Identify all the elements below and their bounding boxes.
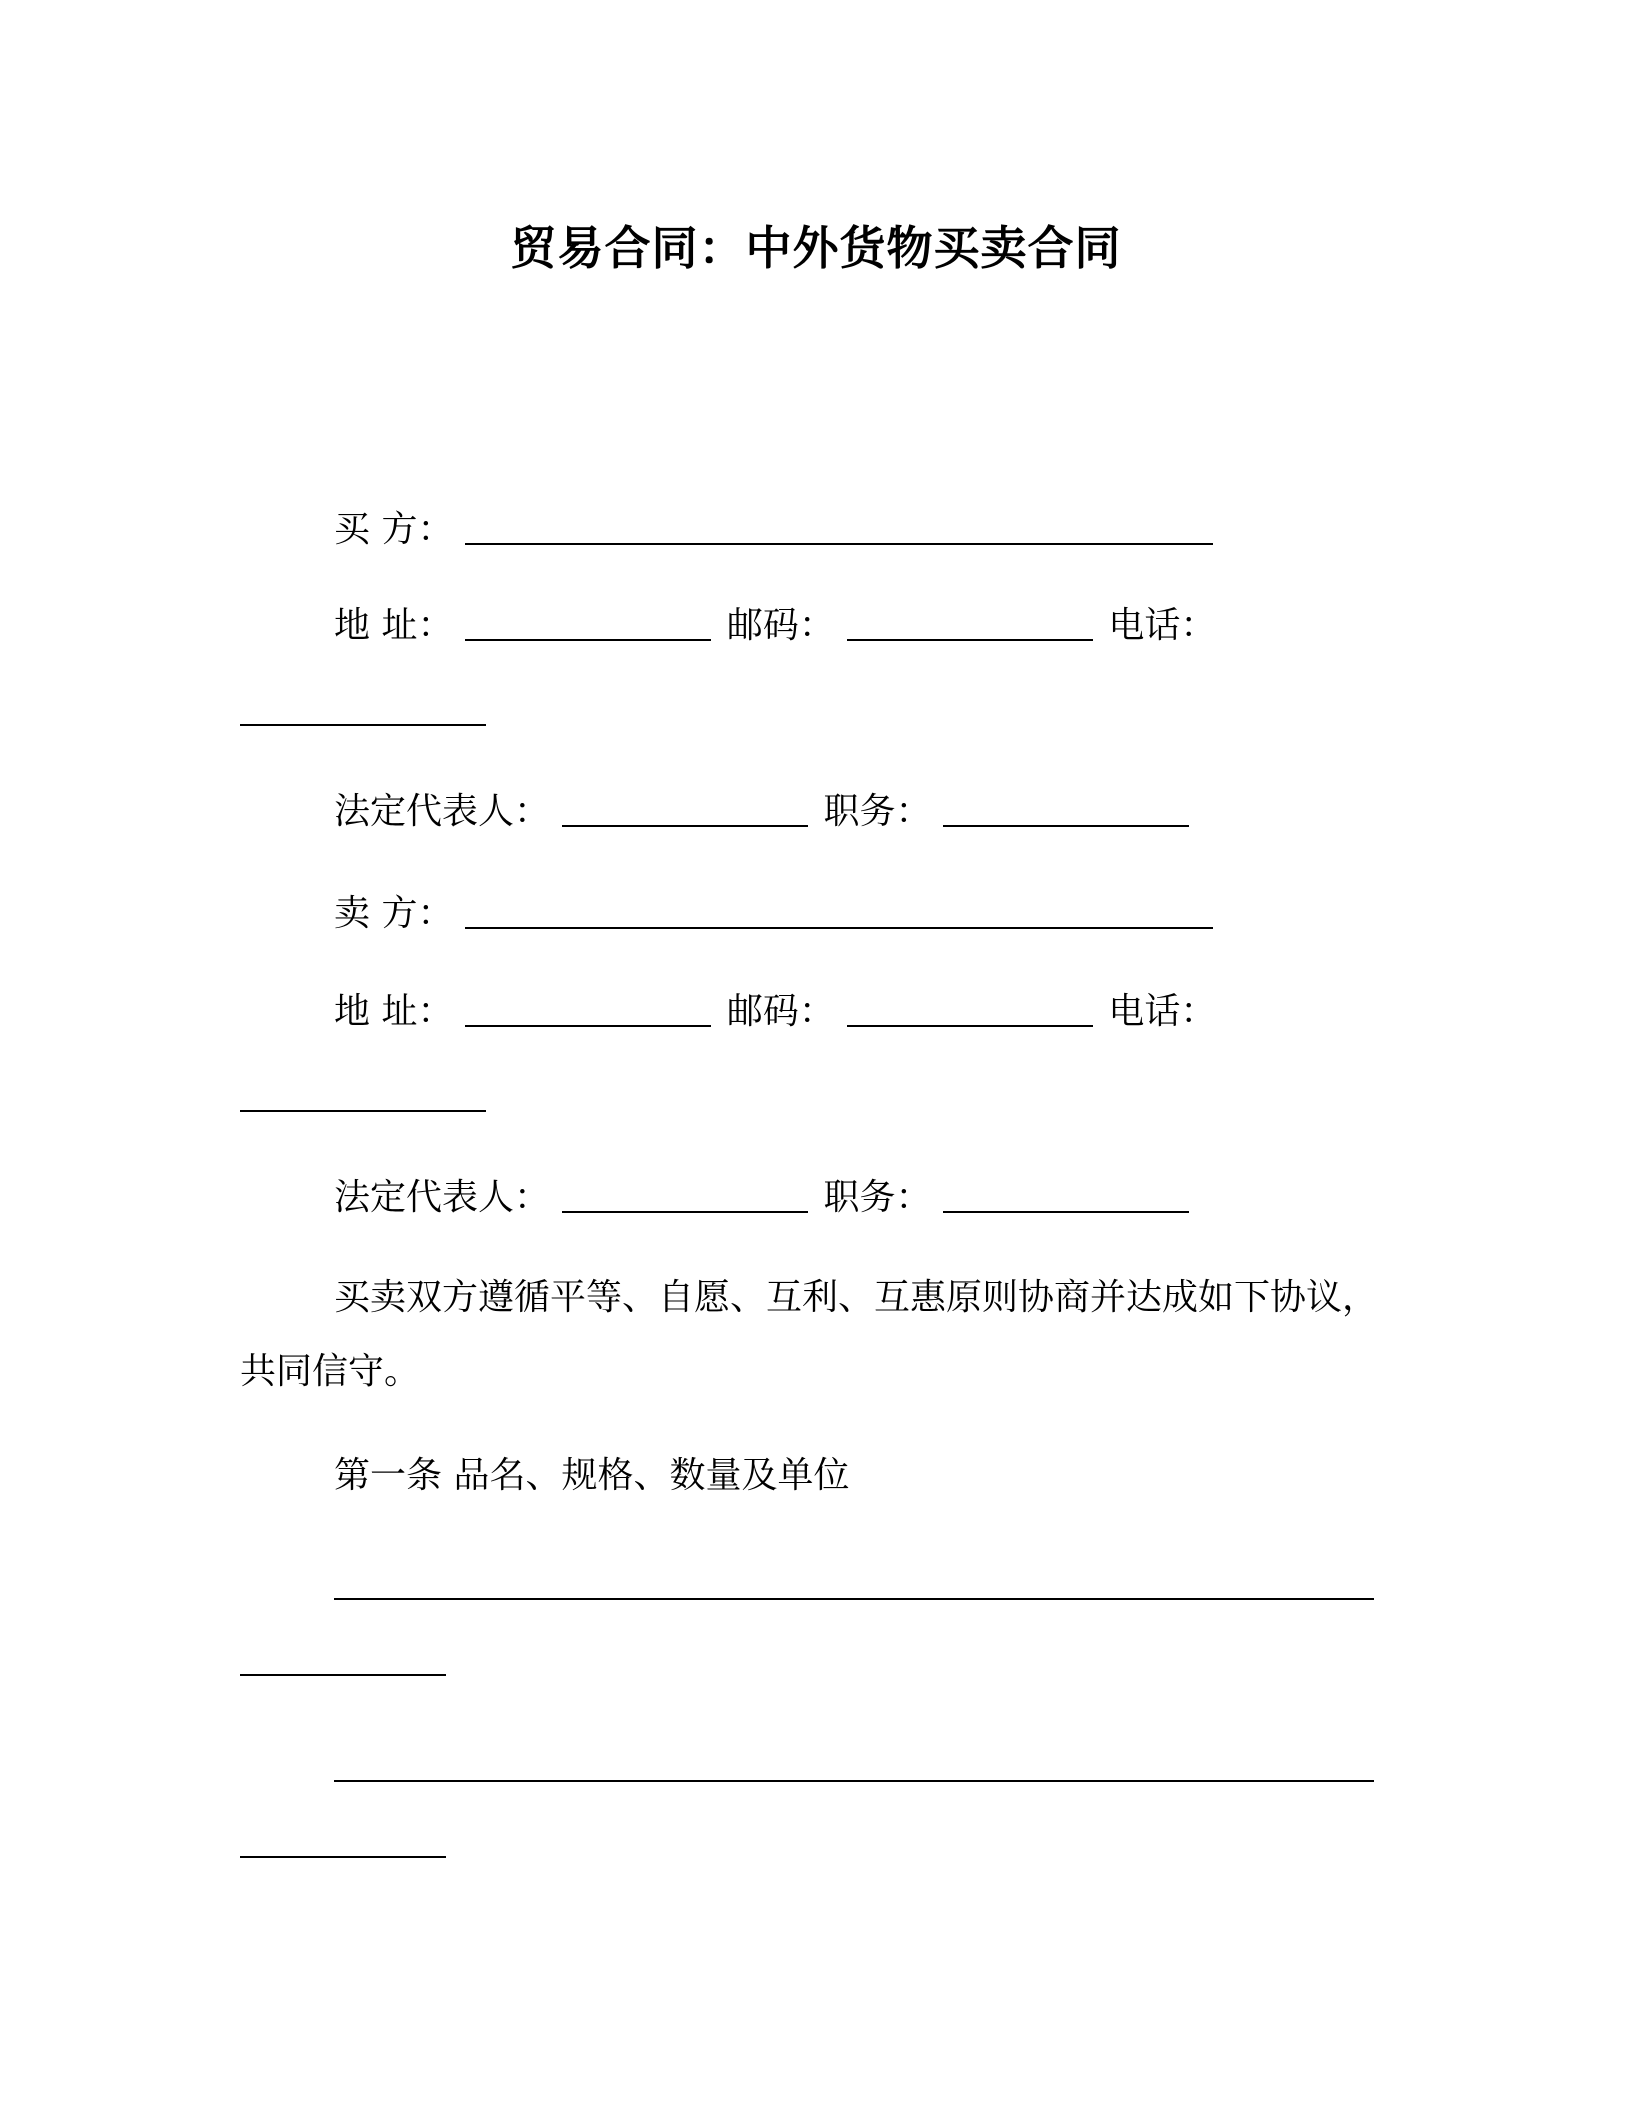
article-1-blank-2b[interactable] (240, 1856, 446, 1858)
buyer-postcode-label: 邮码： (726, 605, 835, 646)
article-1-blank-1a[interactable] (334, 1598, 1374, 1600)
preamble-line-1: 买卖双方遵循平等、自愿、互利、互惠原则协商并达成如下协议， (334, 1277, 1379, 1318)
buyer-label: 买 方： (334, 509, 454, 550)
buyer-postcode-blank[interactable] (847, 637, 1093, 641)
buyer-address-label: 地 址： (334, 605, 454, 646)
seller-position-label: 职务： (823, 1177, 932, 1218)
seller-address-label: 地 址： (334, 991, 454, 1032)
document-title: 贸易合同：中外货物买卖合同 (510, 221, 1122, 275)
buyer-rep-blank[interactable] (562, 823, 808, 827)
seller-rep-label: 法定代表人： (334, 1177, 551, 1218)
seller-phone-blank[interactable] (240, 1110, 486, 1112)
article-1-heading: 第一条 品名、规格、数量及单位 (334, 1455, 850, 1496)
seller-phone-label: 电话： (1108, 991, 1217, 1032)
buyer-address-blank[interactable] (465, 637, 711, 641)
seller-name-blank[interactable] (465, 925, 1213, 929)
buyer-rep-label: 法定代表人： (334, 791, 551, 832)
article-1-blank-1b[interactable] (240, 1674, 446, 1676)
seller-rep-line (334, 1176, 1189, 1220)
seller-label: 卖 方： (334, 893, 454, 934)
buyer-address-line (334, 604, 1216, 648)
article-1-blank-2a[interactable] (334, 1780, 1374, 1782)
seller-rep-blank[interactable] (562, 1209, 808, 1213)
buyer-name-blank[interactable] (465, 541, 1213, 545)
seller-line (334, 892, 1213, 936)
buyer-phone-label: 电话： (1108, 605, 1217, 646)
seller-postcode-blank[interactable] (847, 1023, 1093, 1027)
buyer-position-blank[interactable] (943, 823, 1189, 827)
buyer-phone-blank[interactable] (240, 724, 486, 726)
seller-position-blank[interactable] (943, 1209, 1189, 1213)
seller-postcode-label: 邮码： (726, 991, 835, 1032)
buyer-position-label: 职务： (823, 791, 932, 832)
buyer-line (334, 508, 1213, 552)
buyer-rep-line (334, 790, 1189, 834)
seller-address-line (334, 990, 1216, 1034)
preamble-line-2: 共同信守。 (240, 1351, 421, 1392)
seller-address-blank[interactable] (465, 1023, 711, 1027)
